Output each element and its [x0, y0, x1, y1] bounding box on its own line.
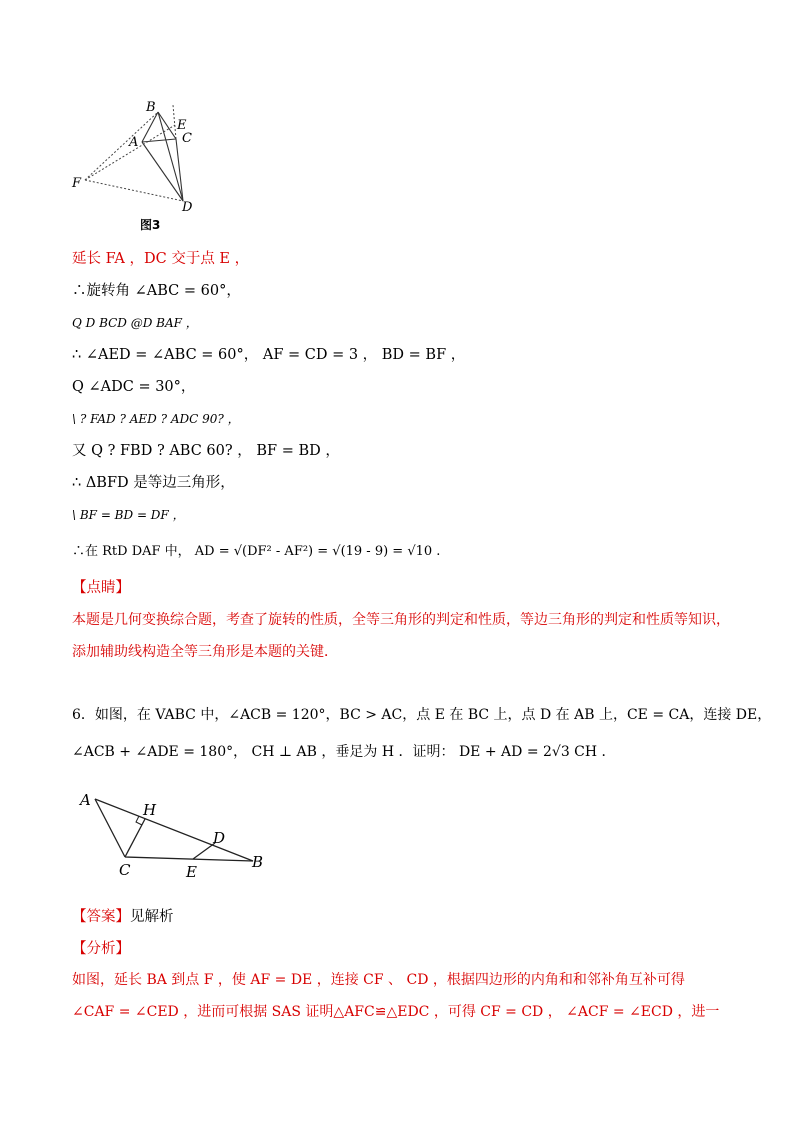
problem6-line-2: ∠ACB + ∠ADE = 180°， CH ⊥ AB ，垂足为 H ．证明： DE + AD = 2√3 CH ．	[72, 744, 616, 760]
solution-line-9: \ BF = BD = DF ，	[72, 508, 185, 522]
solution-line-10: ∴在 RtD DAF 中， AD = √(DF² - AF²) = √(19 - 9) = √10 .	[72, 544, 441, 559]
p6-label-D: D	[213, 829, 226, 847]
fig3-label-D: D	[182, 200, 193, 215]
solution-line-5: Q ∠ADC = 30°，	[72, 379, 196, 395]
fig3-caption: 图3	[140, 218, 161, 232]
dianjing-body-2: 添加辅助线构造全等三角形是本题的关键．	[72, 644, 338, 660]
fig3-label-E: E	[177, 118, 187, 133]
fig3-label-F: F	[72, 176, 82, 191]
figure-3	[65, 95, 215, 235]
segment-BA	[142, 112, 158, 142]
answer-text: 见解析	[130, 909, 174, 925]
segment-FB	[85, 112, 158, 180]
p6-label-C: C	[119, 861, 131, 879]
segment-FD	[85, 180, 183, 201]
solution-line-6: \ ? FAD ? AED ? ADC 90? ，	[72, 412, 240, 426]
segment-ED	[193, 843, 215, 859]
solution-line-7: 又 Q ? FBD ? ABC 60? ， BF = BD ，	[72, 443, 340, 459]
analysis-body-1: 如图，延长 BA 到点 F ，使 AF = DE ，连接 CF 、 CD ，根据四边形的内角和和邻补角互补可得	[72, 972, 685, 988]
fig3-label-B: B	[146, 100, 156, 115]
problem6-line-1: 6．如图，在 VABC 中，∠ACB = 120°，BC > AC，点 E 在 BC 上，点 D 在 AB 上，CE = CA，连接 DE，	[72, 707, 772, 723]
fig3-label-C: C	[182, 131, 192, 146]
solution-line-8: ∴ ΔBFD 是等边三角形，	[72, 475, 235, 491]
segment-AC	[95, 799, 125, 857]
solution-line-4: ∴ ∠AED = ∠ABC = 60°， AF = CD = 3 ， BD = BF ，	[72, 347, 466, 363]
fig3-label-A: A	[129, 135, 139, 150]
segment-CE	[173, 105, 176, 139]
problem6-figure	[75, 785, 275, 885]
dianjing-body-1: 本题是几何变换综合题，考查了旋转的性质，全等三角形的判定和性质，等边三角形的判定和性质等知识，	[72, 612, 730, 628]
segment-BC	[158, 112, 176, 139]
analysis-heading: 【分析】	[72, 941, 130, 957]
segment-FE	[85, 125, 175, 180]
answer-line	[72, 907, 174, 927]
solution-line-2: ∴旋转角 ∠ABC = 60°，	[72, 283, 241, 299]
segment-CB	[125, 857, 253, 861]
dianjing-heading: 【点睛】	[72, 580, 130, 596]
solution-line-1: 延长 FA ，DC 交于点 E ，	[72, 251, 250, 267]
answer-heading: 【答案】	[72, 909, 130, 925]
p6-label-A: A	[80, 791, 91, 809]
p6-label-B: B	[252, 853, 264, 871]
solution-line-3: Q D BCD @D BAF ，	[72, 316, 198, 330]
p6-label-H: H	[143, 801, 157, 819]
analysis-body-2: ∠CAF = ∠CED ，进而可根据 SAS 证明△AFC≌△EDC ，可得 CF = CD ， ∠ACF = ∠ECD ，进一	[72, 1004, 720, 1020]
p6-label-E: E	[186, 863, 197, 881]
segment-AB	[95, 799, 253, 861]
